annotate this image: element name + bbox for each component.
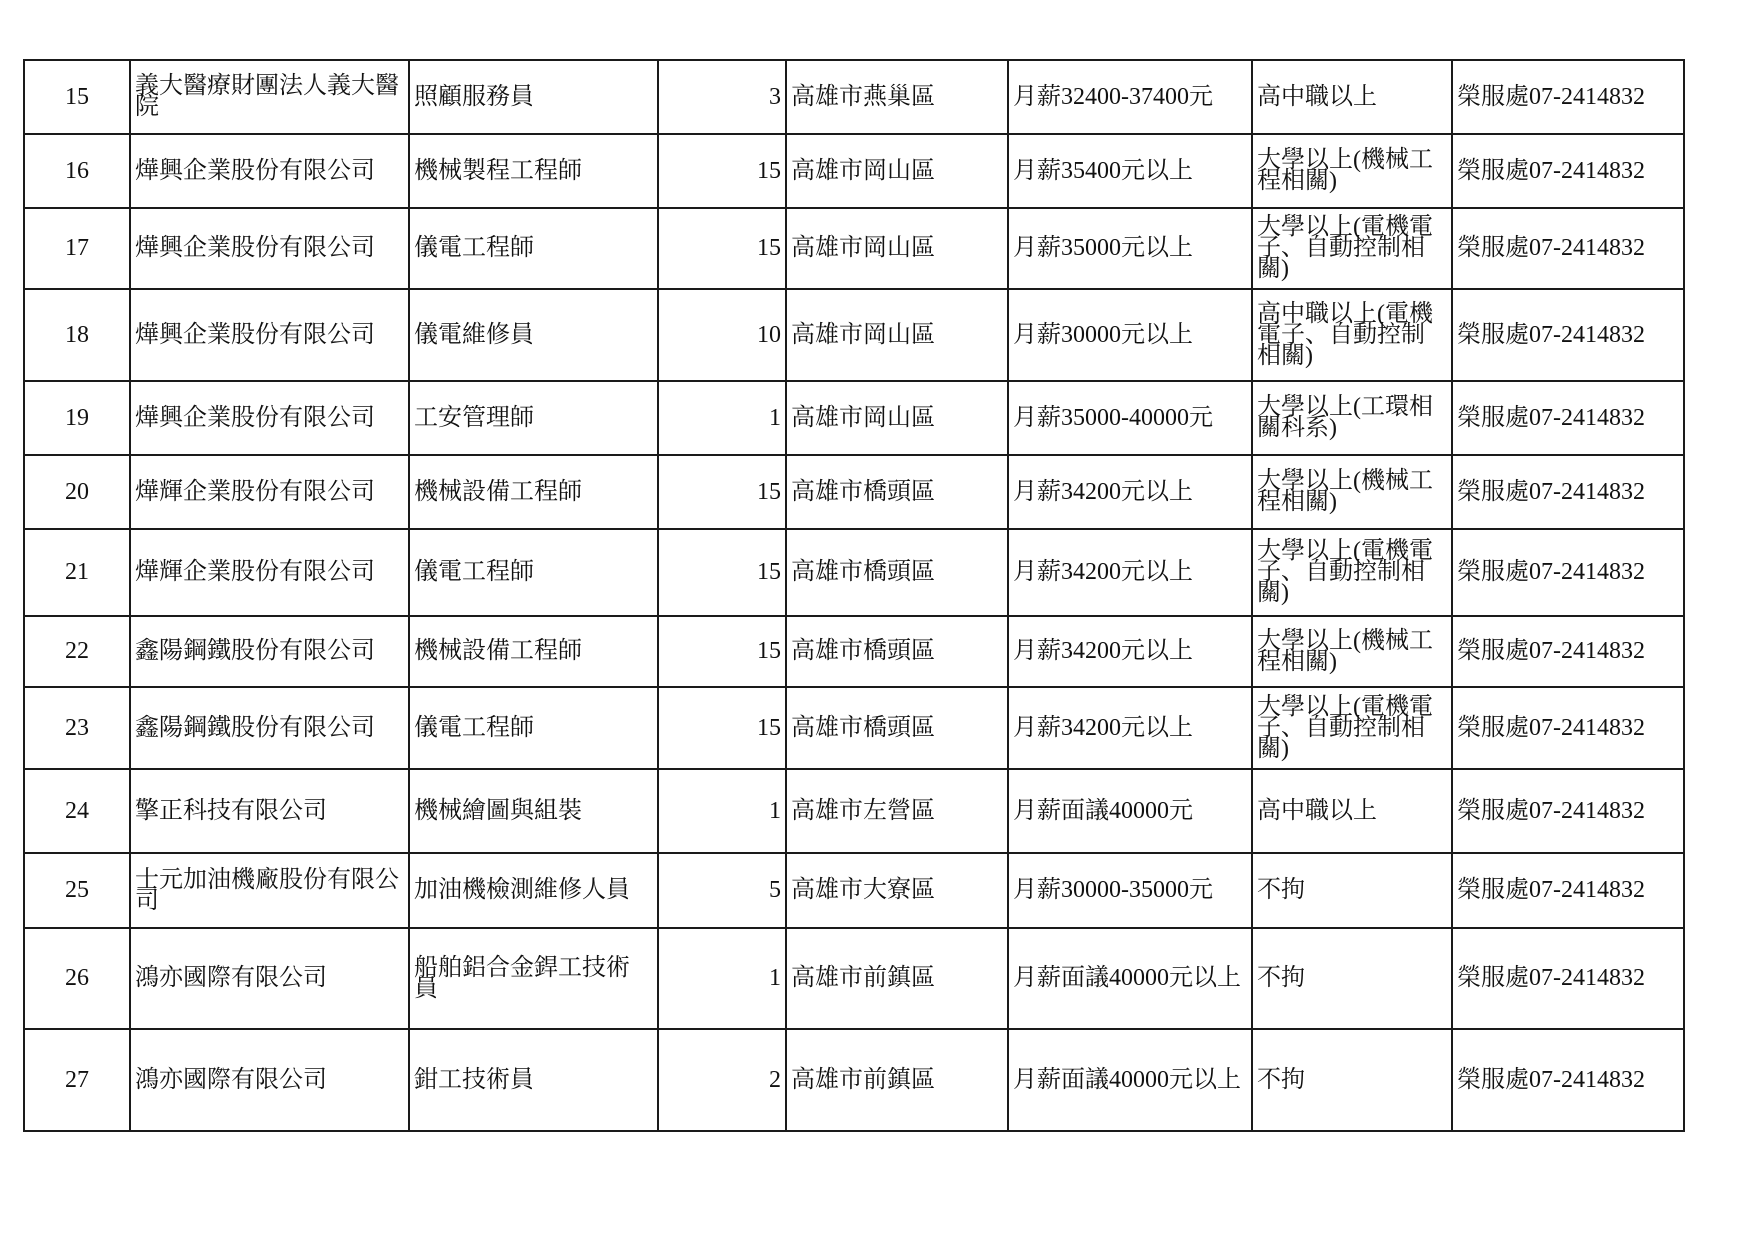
job-title: 儀電工程師: [409, 208, 658, 289]
table-row: [24, 60, 1684, 134]
company-name: 燁輝企業股份有限公司: [130, 455, 409, 529]
job-title: 鉗工技術員: [409, 1029, 658, 1131]
table-row: [24, 616, 1684, 687]
contact-info: 榮服處07-2414832: [1452, 208, 1684, 289]
work-location: 高雄市橋頭區: [786, 455, 1008, 529]
contact-info: 榮服處07-2414832: [1452, 134, 1684, 208]
job-title: 加油機檢測維修人員: [409, 853, 658, 928]
row-number: 24: [24, 769, 130, 853]
salary: 月薪面議40000元: [1008, 769, 1252, 853]
education-requirement: 大學以上(工環相關科系): [1252, 381, 1452, 455]
contact-info: 榮服處07-2414832: [1452, 289, 1684, 381]
salary: 月薪30000-35000元: [1008, 853, 1252, 928]
row-number: 21: [24, 529, 130, 616]
openings-count: 1: [658, 381, 786, 455]
education-requirement: 不拘: [1252, 928, 1452, 1029]
education-requirement: 大學以上(機械工程相關): [1252, 455, 1452, 529]
salary: 月薪34200元以上: [1008, 687, 1252, 769]
company-name: 燁興企業股份有限公司: [130, 289, 409, 381]
contact-info: 榮服處07-2414832: [1452, 60, 1684, 134]
table-row: [24, 455, 1684, 529]
contact-info: 榮服處07-2414832: [1452, 1029, 1684, 1131]
row-number: 20: [24, 455, 130, 529]
job-title: 儀電工程師: [409, 529, 658, 616]
company-name: 士元加油機廠股份有限公司: [130, 853, 409, 928]
salary: 月薪面議40000元以上: [1008, 928, 1252, 1029]
work-location: 高雄市岡山區: [786, 134, 1008, 208]
salary: 月薪30000元以上: [1008, 289, 1252, 381]
job-title: 機械繪圖與組裝: [409, 769, 658, 853]
salary: 月薪35000元以上: [1008, 208, 1252, 289]
work-location: 高雄市橋頭區: [786, 687, 1008, 769]
contact-info: 榮服處07-2414832: [1452, 381, 1684, 455]
row-number: 22: [24, 616, 130, 687]
openings-count: 2: [658, 1029, 786, 1131]
work-location: 高雄市前鎮區: [786, 928, 1008, 1029]
table-row: [24, 529, 1684, 616]
education-requirement: 高中職以上(電機電子、自動控制相關): [1252, 289, 1452, 381]
salary: 月薪32400-37400元: [1008, 60, 1252, 134]
openings-count: 15: [658, 455, 786, 529]
openings-count: 15: [658, 134, 786, 208]
company-name: 義大醫療財團法人義大醫院: [130, 60, 409, 134]
education-requirement: 大學以上(電機電子、自動控制相關): [1252, 687, 1452, 769]
contact-info: 榮服處07-2414832: [1452, 455, 1684, 529]
openings-count: 10: [658, 289, 786, 381]
salary: 月薪34200元以上: [1008, 529, 1252, 616]
company-name: 鴻亦國際有限公司: [130, 928, 409, 1029]
education-requirement: 高中職以上: [1252, 60, 1452, 134]
table-row: [24, 928, 1684, 1029]
work-location: 高雄市左營區: [786, 769, 1008, 853]
work-location: 高雄市橋頭區: [786, 529, 1008, 616]
contact-info: 榮服處07-2414832: [1452, 928, 1684, 1029]
contact-info: 榮服處07-2414832: [1452, 853, 1684, 928]
table-row: [24, 1029, 1684, 1131]
work-location: 高雄市燕巢區: [786, 60, 1008, 134]
company-name: 燁興企業股份有限公司: [130, 134, 409, 208]
row-number: 19: [24, 381, 130, 455]
company-name: 燁輝企業股份有限公司: [130, 529, 409, 616]
table-row: [24, 769, 1684, 853]
job-listing-table: [23, 59, 1685, 1132]
row-number: 17: [24, 208, 130, 289]
salary: 月薪34200元以上: [1008, 455, 1252, 529]
table-row: [24, 853, 1684, 928]
contact-info: 榮服處07-2414832: [1452, 529, 1684, 616]
job-title: 工安管理師: [409, 381, 658, 455]
row-number: 15: [24, 60, 130, 134]
company-name: 鑫陽鋼鐵股份有限公司: [130, 687, 409, 769]
salary: 月薪35400元以上: [1008, 134, 1252, 208]
table-row: [24, 289, 1684, 381]
job-title: 船舶鋁合金銲工技術員: [409, 928, 658, 1029]
table-body: [24, 60, 1684, 1131]
row-number: 27: [24, 1029, 130, 1131]
table-row: [24, 381, 1684, 455]
job-title: 機械製程工程師: [409, 134, 658, 208]
openings-count: 5: [658, 853, 786, 928]
job-title: 儀電工程師: [409, 687, 658, 769]
openings-count: 1: [658, 928, 786, 1029]
company-name: 鴻亦國際有限公司: [130, 1029, 409, 1131]
contact-info: 榮服處07-2414832: [1452, 769, 1684, 853]
table-row: [24, 134, 1684, 208]
row-number: 18: [24, 289, 130, 381]
row-number: 25: [24, 853, 130, 928]
education-requirement: 大學以上(電機電子、自動控制相關): [1252, 529, 1452, 616]
job-title: 照顧服務員: [409, 60, 658, 134]
row-number: 26: [24, 928, 130, 1029]
work-location: 高雄市橋頭區: [786, 616, 1008, 687]
openings-count: 1: [658, 769, 786, 853]
company-name: 燁興企業股份有限公司: [130, 208, 409, 289]
openings-count: 15: [658, 687, 786, 769]
openings-count: 15: [658, 616, 786, 687]
work-location: 高雄市岡山區: [786, 208, 1008, 289]
company-name: 擎正科技有限公司: [130, 769, 409, 853]
row-number: 16: [24, 134, 130, 208]
work-location: 高雄市岡山區: [786, 289, 1008, 381]
document-page: [23, 59, 1683, 1132]
contact-info: 榮服處07-2414832: [1452, 616, 1684, 687]
company-name: 鑫陽鋼鐵股份有限公司: [130, 616, 409, 687]
openings-count: 3: [658, 60, 786, 134]
salary: 月薪34200元以上: [1008, 616, 1252, 687]
work-location: 高雄市大寮區: [786, 853, 1008, 928]
table-row: [24, 208, 1684, 289]
openings-count: 15: [658, 208, 786, 289]
work-location: 高雄市前鎮區: [786, 1029, 1008, 1131]
education-requirement: 高中職以上: [1252, 769, 1452, 853]
row-number: 23: [24, 687, 130, 769]
table-row: [24, 687, 1684, 769]
work-location: 高雄市岡山區: [786, 381, 1008, 455]
contact-info: 榮服處07-2414832: [1452, 687, 1684, 769]
job-title: 儀電維修員: [409, 289, 658, 381]
salary: 月薪35000-40000元: [1008, 381, 1252, 455]
education-requirement: 不拘: [1252, 1029, 1452, 1131]
education-requirement: 大學以上(電機電子、自動控制相關): [1252, 208, 1452, 289]
job-title: 機械設備工程師: [409, 616, 658, 687]
education-requirement: 大學以上(機械工程相關): [1252, 616, 1452, 687]
job-title: 機械設備工程師: [409, 455, 658, 529]
salary: 月薪面議40000元以上: [1008, 1029, 1252, 1131]
company-name: 燁興企業股份有限公司: [130, 381, 409, 455]
education-requirement: 大學以上(機械工程相關): [1252, 134, 1452, 208]
education-requirement: 不拘: [1252, 853, 1452, 928]
openings-count: 15: [658, 529, 786, 616]
